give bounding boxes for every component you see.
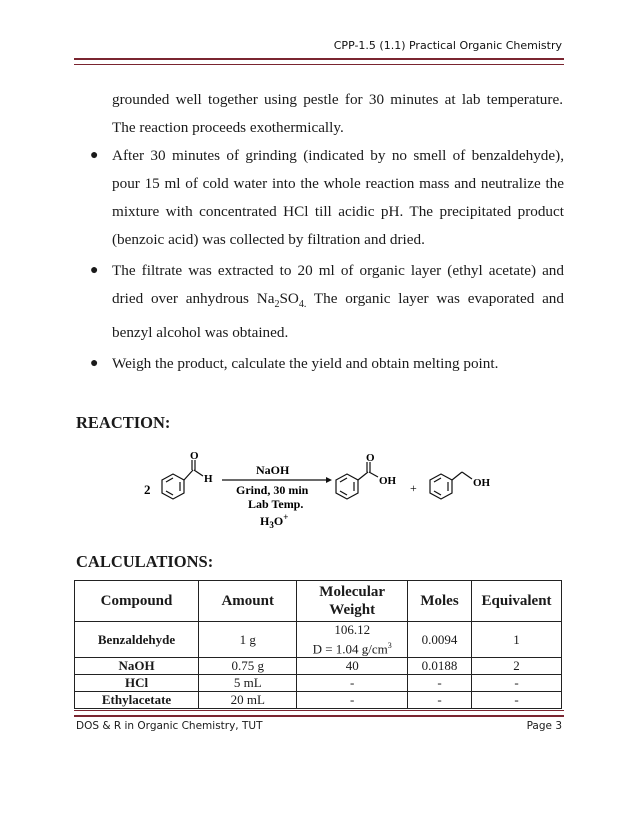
aldehyde-h: H [204,473,213,485]
compound-cell: Ethylacetate [75,692,199,709]
moles-cell: - [407,692,471,709]
moles-cell: 0.0094 [407,622,471,658]
bullet-icon: ● [90,263,99,278]
alcohol-oh: OH [473,477,491,489]
amount-cell: 20 mL [199,692,297,709]
list-item [88,257,564,347]
moles-cell: - [407,675,471,692]
equivalent-cell: 2 [472,658,562,675]
carbonyl-o-2: O [366,452,375,464]
mw-cell: 40 [297,658,408,675]
col-molecular-weight: Molecular Weight [297,581,408,622]
reagent-label: NaOH [256,463,290,477]
header-title: CPP-1.5 (1.1) Practical Organic Chemistry [333,39,562,52]
equivalent-cell: - [472,692,562,709]
calculation-table [74,580,562,709]
arrow-head-icon [326,477,332,483]
acid-oh: OH [379,475,397,487]
procedure-continuation: grounded well together using pestle for 30 minutes at lab temperature. The reaction proceeds exothermically. [112,91,563,136]
col-compound: Compound [75,581,199,622]
benzyl-alcohol-structure [430,472,472,499]
col-moles: Moles [407,581,471,622]
amount-cell: 5 mL [199,675,297,692]
list-item-text: Weigh the product, calculate the yield and obtain melting point. [112,355,499,373]
list-item [88,142,564,254]
header-rule [74,58,564,65]
equivalent-cell: 1 [472,622,562,658]
coefficient: 2 [144,482,151,497]
carbonyl-o-1: O [190,450,199,462]
mw-cell: 106.12 D = 1.04 $g/cm^3$ [297,622,408,658]
compound-cell: NaOH [75,658,199,675]
mw-cell: - [297,675,408,692]
calculations-heading: CALCULATIONS: [76,552,214,571]
procedure-list [88,142,564,381]
table-row [75,658,562,675]
page-number: Page 3 [526,720,562,732]
table-header-row [75,581,562,622]
compound-cell: Benzaldehyde [75,622,199,658]
amount-cell: 0.75 g [199,658,297,675]
table-row [75,622,562,658]
reaction-scheme [130,450,530,550]
table-row [75,675,562,692]
list-item-text: The filtrate was extracted to 20 ml of organic layer (ethyl acetate) and dried over anhydrous $Na_2SO_{4.}$ The organic layer was evaporated and benzyl alcohol was obtained. [112,262,564,342]
bullet-icon: ● [90,148,99,163]
list-item [88,350,564,378]
benzaldehyde-structure [162,460,203,499]
col-amount: Amount [199,581,297,622]
col-equivalent: Equivalent [472,581,562,622]
table-row [75,692,562,709]
plus-sign: + [410,481,417,495]
equivalent-cell: - [472,675,562,692]
footer-institution: DOS & R in Organic Chemistry, TUT [76,720,263,732]
list-item-text: After 30 minutes of grinding (indicated by no smell of benzaldehyde), pour 15 ml of cold water into the whole reaction mass and neutralize the mixture with concentrated HCl till acidic pH. The precipitated product (benzoic acid) was collected by filtration and dried. [112,147,564,248]
condition-temp: Lab Temp. [248,497,304,511]
moles-cell: 0.0188 [407,658,471,675]
reaction-heading: REACTION: [76,413,171,432]
bullet-icon: ● [90,356,99,372]
benzoic-acid-structure [336,462,378,499]
mw-cell: - [297,692,408,709]
amount-cell: 1 g [199,622,297,658]
compound-cell: HCl [75,675,199,692]
footer-rule [74,710,564,717]
condition-grind: Grind, 30 min [236,483,309,497]
workup-reagent: $H_3O^+$ [260,512,289,530]
